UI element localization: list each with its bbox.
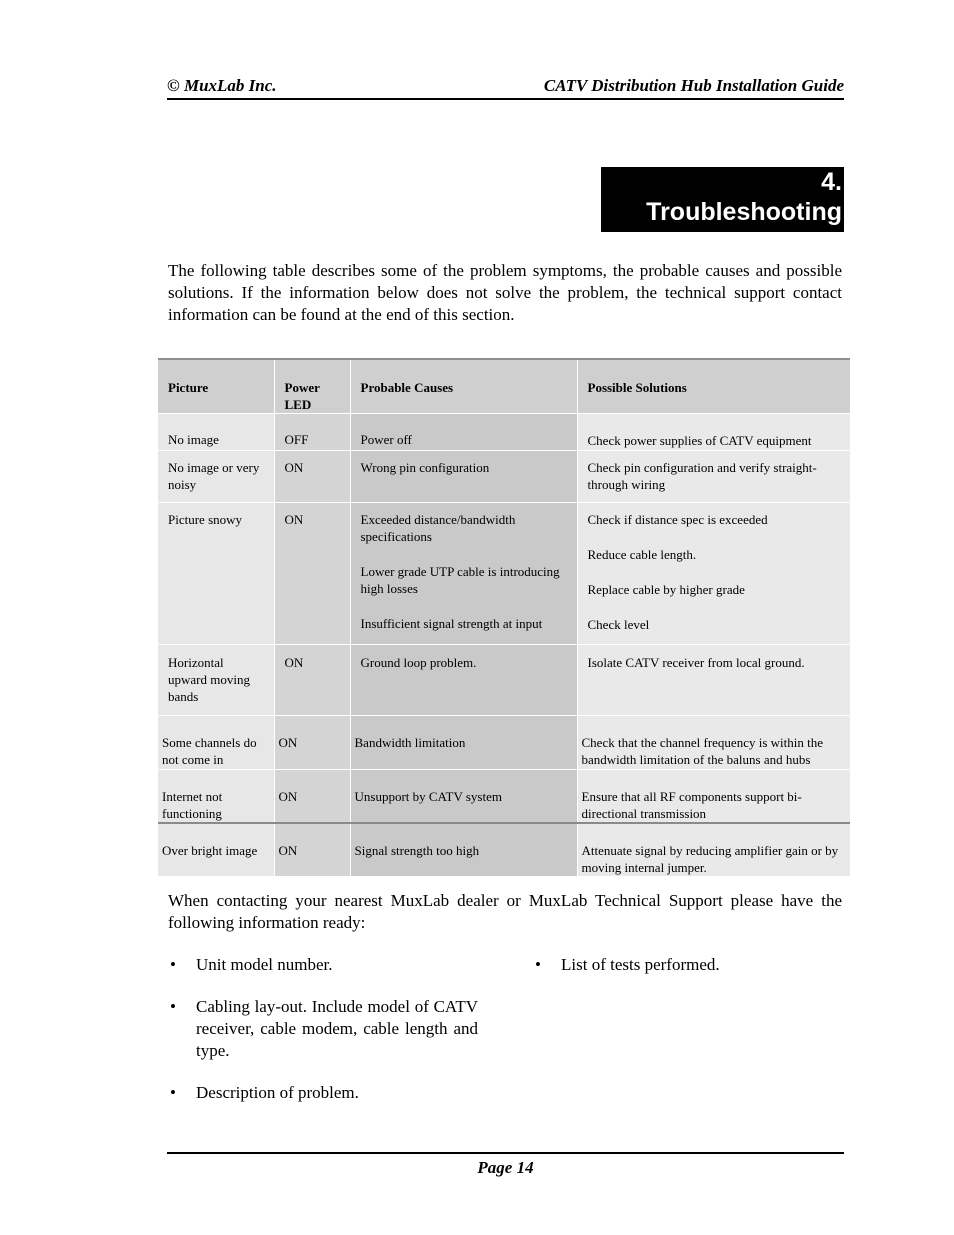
solution-item: Reduce cable length. [587,547,697,562]
table-row [158,451,850,503]
cell-solutions [577,503,850,645]
cause-item: Insufficient signal strength at input [360,616,543,631]
list-item [168,1082,478,1104]
cell-led: ON [274,503,350,645]
cell-picture: No image or very noisy [158,451,274,503]
table-row [158,716,850,770]
troubleshooting-table-wrap [158,358,850,876]
cell-solution: Check that the channel frequency is within the bandwidth limitation of the baluns and hubs [577,716,850,770]
bullet-icon: • [535,955,541,974]
header-copyright: © MuxLab Inc. [167,76,277,95]
checklist-right [533,954,843,996]
cell-picture: Horizontal upward moving bands [158,645,274,716]
cell-cause: Ground loop problem. [350,645,577,716]
cell-led: ON [274,823,350,876]
cell-picture: Picture snowy [158,503,274,645]
header-power-led: Power LED [274,359,350,414]
cell-picture: No image [158,414,274,451]
cell-solution: Check pin configuration and verify straight-through wiring [577,451,850,503]
cause-item: Lower grade UTP cable is introducing high losses [360,564,560,596]
header-probable-causes: Probable Causes [350,359,577,414]
cell-led: ON [274,645,350,716]
solution-item: Replace cable by higher grade [587,582,745,597]
header-picture: Picture [158,359,274,414]
cell-led: ON [274,451,350,503]
cell-solution: Isolate CATV receiver from local ground. [577,645,850,716]
list-item-text: List of tests performed. [561,955,720,974]
cell-solution: Ensure that all RF components support bi-directional transmission [577,770,850,824]
table-row [158,823,850,876]
cell-led: OFF [274,414,350,451]
cause-item: Exceeded distance/bandwidth specifications [360,512,516,544]
cell-led: ON [274,770,350,824]
list-item [168,996,478,1062]
page-number: Page 14 [477,1158,534,1177]
table-row [158,770,850,824]
cell-cause: Bandwidth limitation [350,716,577,770]
list-item-text: Unit model number. [196,955,333,974]
header-possible-solutions: Possible Solutions [577,359,850,414]
cell-solution: Check power supplies of CATV equipment [577,414,850,451]
table-row [158,414,850,451]
cell-cause: Wrong pin configuration [350,451,577,503]
cell-picture: Over bright image [158,823,274,876]
cell-picture: Internet not functioning [158,770,274,824]
troubleshooting-table [158,358,850,876]
list-item-text: Description of problem. [196,1083,359,1102]
header-guide-title: CATV Distribution Hub Installation Guide [543,76,844,95]
cell-causes [350,503,577,645]
chapter-heading [601,167,844,232]
page-header [167,74,844,100]
page-footer [167,1152,844,1178]
list-item-text: Cabling lay-out. Include model of CATV receiver, cable modem, cable length and type. [196,997,478,1060]
cell-cause: Signal strength too high [350,823,577,876]
contact-paragraph: When contacting your nearest MuxLab dealer or MuxLab Technical Support please have the following information ready: [168,891,842,932]
solution-item: Check if distance spec is exceeded [587,512,768,527]
list-item [533,954,843,976]
bullet-icon: • [170,955,176,974]
chapter-title: Troubleshooting [646,198,842,226]
solution-item: Check level [587,617,650,632]
bullet-icon: • [170,997,176,1016]
table-row [158,503,850,645]
intro-paragraph: The following table describes some of the problem symptoms, the probable causes and possible solutions. If the information below does not solve the problem, the technical support contact information can be found at the end of this section. [168,261,842,324]
cell-cause: Unsupport by CATV system [350,770,577,824]
bullet-icon: • [170,1083,176,1102]
table-header-row [158,359,850,414]
list-item [168,954,478,976]
checklist-left [168,954,478,1124]
cell-picture: Some channels do not come in [158,716,274,770]
cell-led: ON [274,716,350,770]
cell-solution: Attenuate signal by reducing amplifier gain or by moving internal jumper. [577,823,850,876]
cell-cause: Power off [350,414,577,451]
table-row [158,645,850,716]
chapter-number: 4. [821,168,842,196]
